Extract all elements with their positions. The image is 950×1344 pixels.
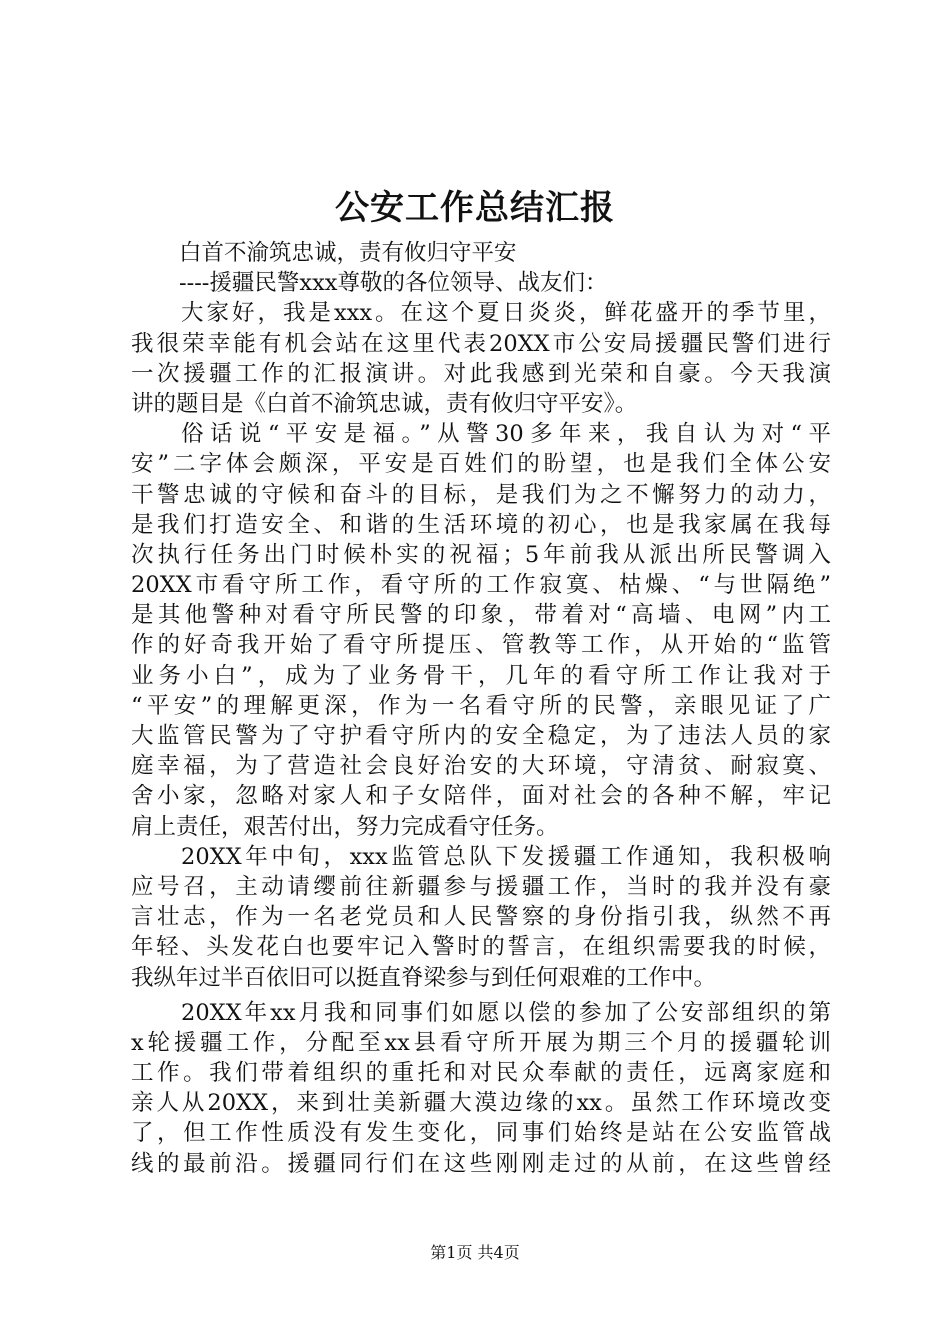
paragraph-line: 作的好奇我开始了看守所提压、管教等工作，从开始的“监管 bbox=[131, 632, 831, 659]
paragraph-line: 俗话说“平安是福。”从警30多年来，我自认为对“平 bbox=[181, 421, 831, 448]
document-title: 公安工作总结汇报 bbox=[335, 188, 615, 228]
paragraph-line: 年轻、头发花白也要牢记入警时的誓言，在组织需要我的时候， bbox=[131, 934, 831, 961]
paragraph-line: 安”二字体会颇深，平安是百姓们的盼望，也是我们全体公安 bbox=[131, 451, 831, 478]
paragraph-line: 了，但工作性质没有发生变化，同事们始终是站在公安监管战 bbox=[131, 1120, 831, 1147]
paragraph-line: 工作。我们带着组织的重托和对民众奉献的责任，远离家庭和 bbox=[131, 1060, 831, 1087]
paragraph-line: 讲的题目是《白首不渝筑忠诚，责有攸归守平安》。 bbox=[131, 390, 638, 417]
paragraph-line: 舍小家，忽略对家人和子女陪伴，面对社会的各种不解，牢记 bbox=[131, 783, 831, 810]
paragraph-line: 亲人从20XX，来到壮美新疆大漠边缘的xx。虽然工作环境改变 bbox=[131, 1090, 831, 1117]
paragraph-line: 肩上责任，艰苦付出，努力完成看守任务。 bbox=[131, 813, 559, 840]
paragraph-line: 我很荣幸能有机会站在这里代表20XX市公安局援疆民警们进行 bbox=[131, 330, 831, 357]
paragraph-line: 是其他警种对看守所民警的印象，带着对“高墙、电网”内工 bbox=[131, 602, 831, 629]
paragraph-line: 大监管民警为了守护看守所内的安全稳定，为了违法人员的家 bbox=[131, 723, 831, 749]
paragraph bbox=[131, 842, 831, 993]
page-footer: 第1页 共4页 bbox=[430, 1243, 520, 1262]
salutation-line: ----援疆民警xxx尊敬的各位领导、战友们： bbox=[179, 270, 608, 297]
paragraph-line: 是我们打造安全、和谐的生活环境的初心，也是我家属在我每 bbox=[131, 511, 831, 538]
paragraph-line: 线的最前沿。援疆同行们在这些刚刚走过的从前，在这些曾经 bbox=[131, 1150, 831, 1177]
subtitle-line: 白首不渝筑忠诚，责有攸归守平安 bbox=[179, 240, 517, 266]
paragraph-line: 次执行任务出门时候朴实的祝福；5年前我从派出所民警调入 bbox=[131, 541, 831, 568]
paragraph bbox=[131, 998, 831, 1179]
paragraph-line: 我纵年过半百依旧可以挺直脊梁参与到任何艰难的工作中。 bbox=[131, 964, 717, 991]
paragraph-line: 业务小白”，成为了业务骨干，几年的看守所工作让我对于 bbox=[131, 662, 831, 689]
paragraph-line: “平安”的理解更深，作为一名看守所的民警，亲眼见证了广 bbox=[131, 692, 831, 719]
paragraph-line: 20XX市看守所工作，看守所的工作寂寞、枯燥、“与世隔绝” bbox=[131, 572, 831, 599]
document-body bbox=[131, 238, 831, 1179]
paragraph-line: 一次援疆工作的汇报演讲。对此我感到光荣和自豪。今天我演 bbox=[131, 360, 831, 387]
paragraph bbox=[131, 298, 831, 419]
paragraph-line: 干警忠诚的守候和奋斗的目标，是我们为之不懈努力的动力， bbox=[131, 481, 831, 508]
paragraph-line: 应号召，主动请缨前往新疆参与援疆工作，当时的我并没有豪 bbox=[131, 873, 831, 900]
paragraph-line: 言壮志，作为一名老党员和人民警察的身份指引我，纵然不再 bbox=[131, 904, 831, 931]
paragraph-line: 庭幸福，为了营造社会良好治安的大环境，守清贫、耐寂寞、 bbox=[131, 753, 831, 780]
paragraph bbox=[131, 419, 831, 842]
paragraph-line: 20XX年xx月我和同事们如愿以偿的参加了公安部组织的第 bbox=[181, 999, 831, 1026]
paragraph-line: 大家好，我是xxx。在这个夏日炎炎，鲜花盛开的季节里， bbox=[181, 300, 831, 327]
paragraph-line: x轮援疆工作，分配至xx县看守所开展为期三个月的援疆轮训 bbox=[131, 1029, 831, 1056]
paragraph-line: 20XX年中旬，xxx监管总队下发援疆工作通知，我积极响 bbox=[181, 843, 831, 870]
